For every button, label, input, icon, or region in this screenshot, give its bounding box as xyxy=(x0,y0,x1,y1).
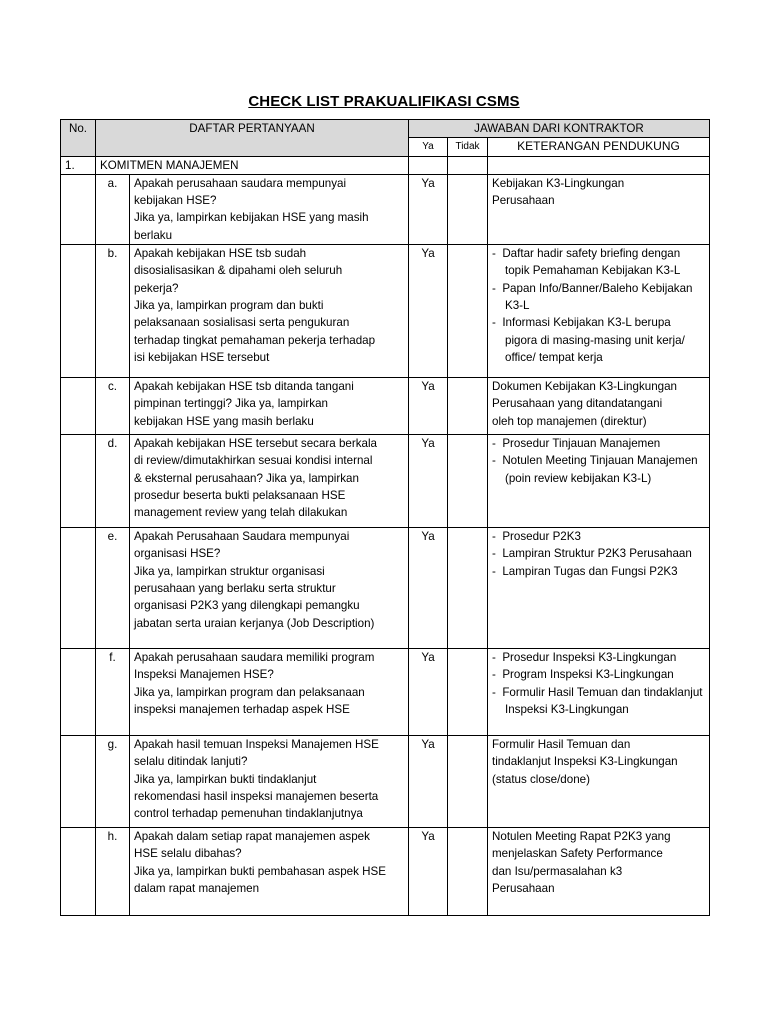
document-title: CHECK LIST PRAKUALIFIKASI CSMS xyxy=(248,93,520,110)
header-yes: Ya xyxy=(409,138,448,156)
question-line: berlaku xyxy=(134,228,173,242)
remarks-line: Perusahaan yang ditandatangani xyxy=(492,397,663,411)
question-line: selalu ditindak lanjuti? xyxy=(134,755,248,769)
remarks-list xyxy=(492,528,705,580)
question-line: terhadap tingkat pemahaman pekerja terhadap xyxy=(134,333,376,347)
row-number-cell xyxy=(61,649,96,736)
remarks-list-item: - Formulir Hasil Temuan dan tindaklanjut Inspeksi K3-Lingkungan xyxy=(492,684,705,719)
question-line: Apakah hasil temuan Inspeksi Manajemen HSE xyxy=(134,738,379,752)
answer-no-cell xyxy=(448,649,488,736)
row-letter: e. xyxy=(96,528,130,649)
question-line: pekerja? xyxy=(134,281,179,295)
question-line: Apakah kebijakan HSE tersebut secara berkala xyxy=(134,437,377,451)
table-row xyxy=(61,736,710,828)
question-line: prosedur beserta bukti pelaksanaan HSE xyxy=(134,488,346,502)
question-cell xyxy=(130,435,409,528)
remarks-list-item: - Lampiran Struktur P2K3 Perusahaan xyxy=(492,545,705,562)
remarks-list-item: - Program Inspeksi K3-Lingkungan xyxy=(492,666,705,683)
answer-yes-cell: Ya xyxy=(409,435,448,528)
remarks-cell xyxy=(488,174,710,244)
question-cell xyxy=(130,736,409,828)
question-line: di review/dimutakhirkan sesuai kondisi internal xyxy=(134,454,373,468)
question-line: & eksternal perusahaan? Jika ya, lampirkan xyxy=(134,471,359,485)
remarks-list-item: - Lampiran Tugas dan Fungsi P2K3 xyxy=(492,563,705,580)
answer-yes-cell: Ya xyxy=(409,245,448,378)
remarks-list-item: - Prosedur P2K3 xyxy=(492,528,705,545)
answer-yes-cell: Ya xyxy=(409,528,448,649)
section-row xyxy=(61,156,710,174)
row-number-cell xyxy=(61,378,96,435)
remarks-cell xyxy=(488,649,710,736)
question-line: Jika ya, lampirkan program dan bukti xyxy=(134,298,324,312)
question-line: perusahaan yang berlaku serta struktur xyxy=(134,581,336,595)
question-line: Jika ya, lampirkan struktur organisasi xyxy=(134,564,325,578)
question-line: jabatan serta uraian kerjanya (Job Description) xyxy=(134,616,375,630)
remarks-cell xyxy=(488,378,710,435)
answer-yes-cell: Ya xyxy=(409,174,448,244)
remarks-line: Notulen Meeting Rapat P2K3 yang xyxy=(492,830,671,844)
remarks-list xyxy=(492,435,705,487)
question-line: pelaksanaan sosialisasi serta pengukuran xyxy=(134,316,350,330)
remarks-list-item: - Informasi Kebijakan K3-L berupa pigora di masing-masing unit kerja/ office/ tempat kerja xyxy=(492,314,705,366)
question-line: dalam rapat manajemen xyxy=(134,881,260,895)
table-row xyxy=(61,649,710,736)
remarks-list-item: - Notulen Meeting Tinjauan Manajemen (poin review kebijakan K3-L) xyxy=(492,452,705,487)
table-row xyxy=(61,174,710,244)
remarks-list xyxy=(492,649,705,718)
remarks-cell xyxy=(488,245,710,378)
question-line: Apakah kebijakan HSE tsb sudah xyxy=(134,247,307,261)
header-answers-group: JAWABAN DARI KONTRAKTOR xyxy=(409,120,710,138)
question-line: pimpinan tertinggi? Jika ya, lampirkan xyxy=(134,397,328,411)
question-line: HSE selalu dibahas? xyxy=(134,847,242,861)
row-number-cell xyxy=(61,828,96,916)
question-cell xyxy=(130,828,409,916)
remarks-cell xyxy=(488,528,710,649)
remarks-line: dan Isu/permasalahan k3 xyxy=(492,864,623,878)
row-letter: b. xyxy=(96,245,130,378)
answer-yes-cell: Ya xyxy=(409,736,448,828)
remarks-cell xyxy=(488,828,710,916)
table-row xyxy=(61,245,710,378)
question-line: Apakah perusahaan saudara mempunyai xyxy=(134,176,347,190)
question-line: Jika ya, lampirkan bukti tindaklanjut xyxy=(134,772,317,786)
question-line: kebijakan HSE? xyxy=(134,194,217,208)
remarks-line: Dokumen Kebijakan K3-Lingkungan xyxy=(492,380,677,394)
remarks-list-item: - Daftar hadir safety briefing dengan topik Pemahaman Kebijakan K3-L xyxy=(492,245,705,280)
question-cell xyxy=(130,649,409,736)
answer-no-cell xyxy=(448,378,488,435)
table-row xyxy=(61,378,710,435)
table-row xyxy=(61,528,710,649)
question-cell xyxy=(130,245,409,378)
question-line: disosialisasikan & dipahami oleh seluruh xyxy=(134,264,343,278)
row-number-cell xyxy=(61,736,96,828)
header-no-answer: Tidak xyxy=(448,138,488,156)
remarks-line: Kebijakan K3-Lingkungan xyxy=(492,176,625,190)
answer-yes-cell: Ya xyxy=(409,649,448,736)
question-line: organisasi HSE? xyxy=(134,547,221,561)
row-letter: g. xyxy=(96,736,130,828)
remarks-line: Perusahaan xyxy=(492,881,555,895)
checklist-table xyxy=(60,119,710,916)
question-line: control terhadap pemenuhan tindaklanjutnya xyxy=(134,807,363,821)
question-line: organisasi P2K3 yang dilengkapi pemangku xyxy=(134,599,360,613)
table-row xyxy=(61,828,710,916)
answer-no-cell xyxy=(448,736,488,828)
question-line: Jika ya, lampirkan program dan pelaksanaan xyxy=(134,685,365,699)
question-line: kebijakan HSE yang masih berlaku xyxy=(134,414,314,428)
row-number-cell xyxy=(61,245,96,378)
row-letter: d. xyxy=(96,435,130,528)
section-title: KOMITMEN MANAJEMEN xyxy=(96,156,409,174)
question-line: Apakah kebijakan HSE tsb ditanda tangani xyxy=(134,380,354,394)
row-letter: c. xyxy=(96,378,130,435)
remarks-cell xyxy=(488,435,710,528)
remarks-list-item: - Prosedur Tinjauan Manajemen xyxy=(492,435,705,452)
question-line: Jika ya, lampirkan kebijakan HSE yang masih xyxy=(134,211,369,225)
remarks-cell xyxy=(488,736,710,828)
header-question: DAFTAR PERTANYAAN xyxy=(96,120,409,157)
row-number-cell xyxy=(61,174,96,244)
answer-no-cell xyxy=(448,174,488,244)
answer-yes-cell: Ya xyxy=(409,828,448,916)
question-cell xyxy=(130,528,409,649)
question-line: inspeksi manajemen terhadap aspek HSE xyxy=(134,702,350,716)
answer-no-cell xyxy=(448,435,488,528)
question-line: Jika ya, lampirkan bukti pembahasan aspek HSE xyxy=(134,864,386,878)
answer-yes-cell: Ya xyxy=(409,378,448,435)
question-line: Inspeksi Manajemen HSE? xyxy=(134,668,274,682)
section-number: 1. xyxy=(61,156,96,174)
row-number-cell xyxy=(61,435,96,528)
header-no: No. xyxy=(61,120,96,157)
question-cell xyxy=(130,378,409,435)
remarks-line: menjelaskan Safety Performance xyxy=(492,847,663,861)
question-line: management review yang telah dilakukan xyxy=(134,506,348,520)
remarks-line: (status close/done) xyxy=(492,772,590,786)
question-line: rekomendasi hasil inspeksi manajemen beserta xyxy=(134,789,379,803)
question-cell xyxy=(130,174,409,244)
question-line: Apakah dalam setiap rapat manajemen aspek xyxy=(134,830,370,844)
answer-no-cell xyxy=(448,828,488,916)
remarks-line: Formulir Hasil Temuan dan xyxy=(492,738,631,752)
question-line: Apakah Perusahaan Saudara mempunyai xyxy=(134,530,350,544)
answer-no-cell xyxy=(448,528,488,649)
question-line: Apakah perusahaan saudara memiliki program xyxy=(134,651,375,665)
table-row xyxy=(61,435,710,528)
row-number-cell xyxy=(61,528,96,649)
remarks-line: Perusahaan xyxy=(492,194,555,208)
remarks-line: tindaklanjut Inspeksi K3-Lingkungan xyxy=(492,755,678,769)
remarks-list-item: - Papan Info/Banner/Baleho Kebijakan K3-L xyxy=(492,280,705,315)
answer-no-cell xyxy=(448,245,488,378)
row-letter: f. xyxy=(96,649,130,736)
header-remarks: KETERANGAN PENDUKUNG xyxy=(488,138,710,156)
remarks-list xyxy=(492,245,705,366)
row-letter: h. xyxy=(96,828,130,916)
question-line: isi kebijakan HSE tersebut xyxy=(134,350,270,364)
remarks-line: oleh top manajemen (direktur) xyxy=(492,414,647,428)
row-letter: a. xyxy=(96,174,130,244)
remarks-list-item: - Prosedur Inspeksi K3-Lingkungan xyxy=(492,649,705,666)
